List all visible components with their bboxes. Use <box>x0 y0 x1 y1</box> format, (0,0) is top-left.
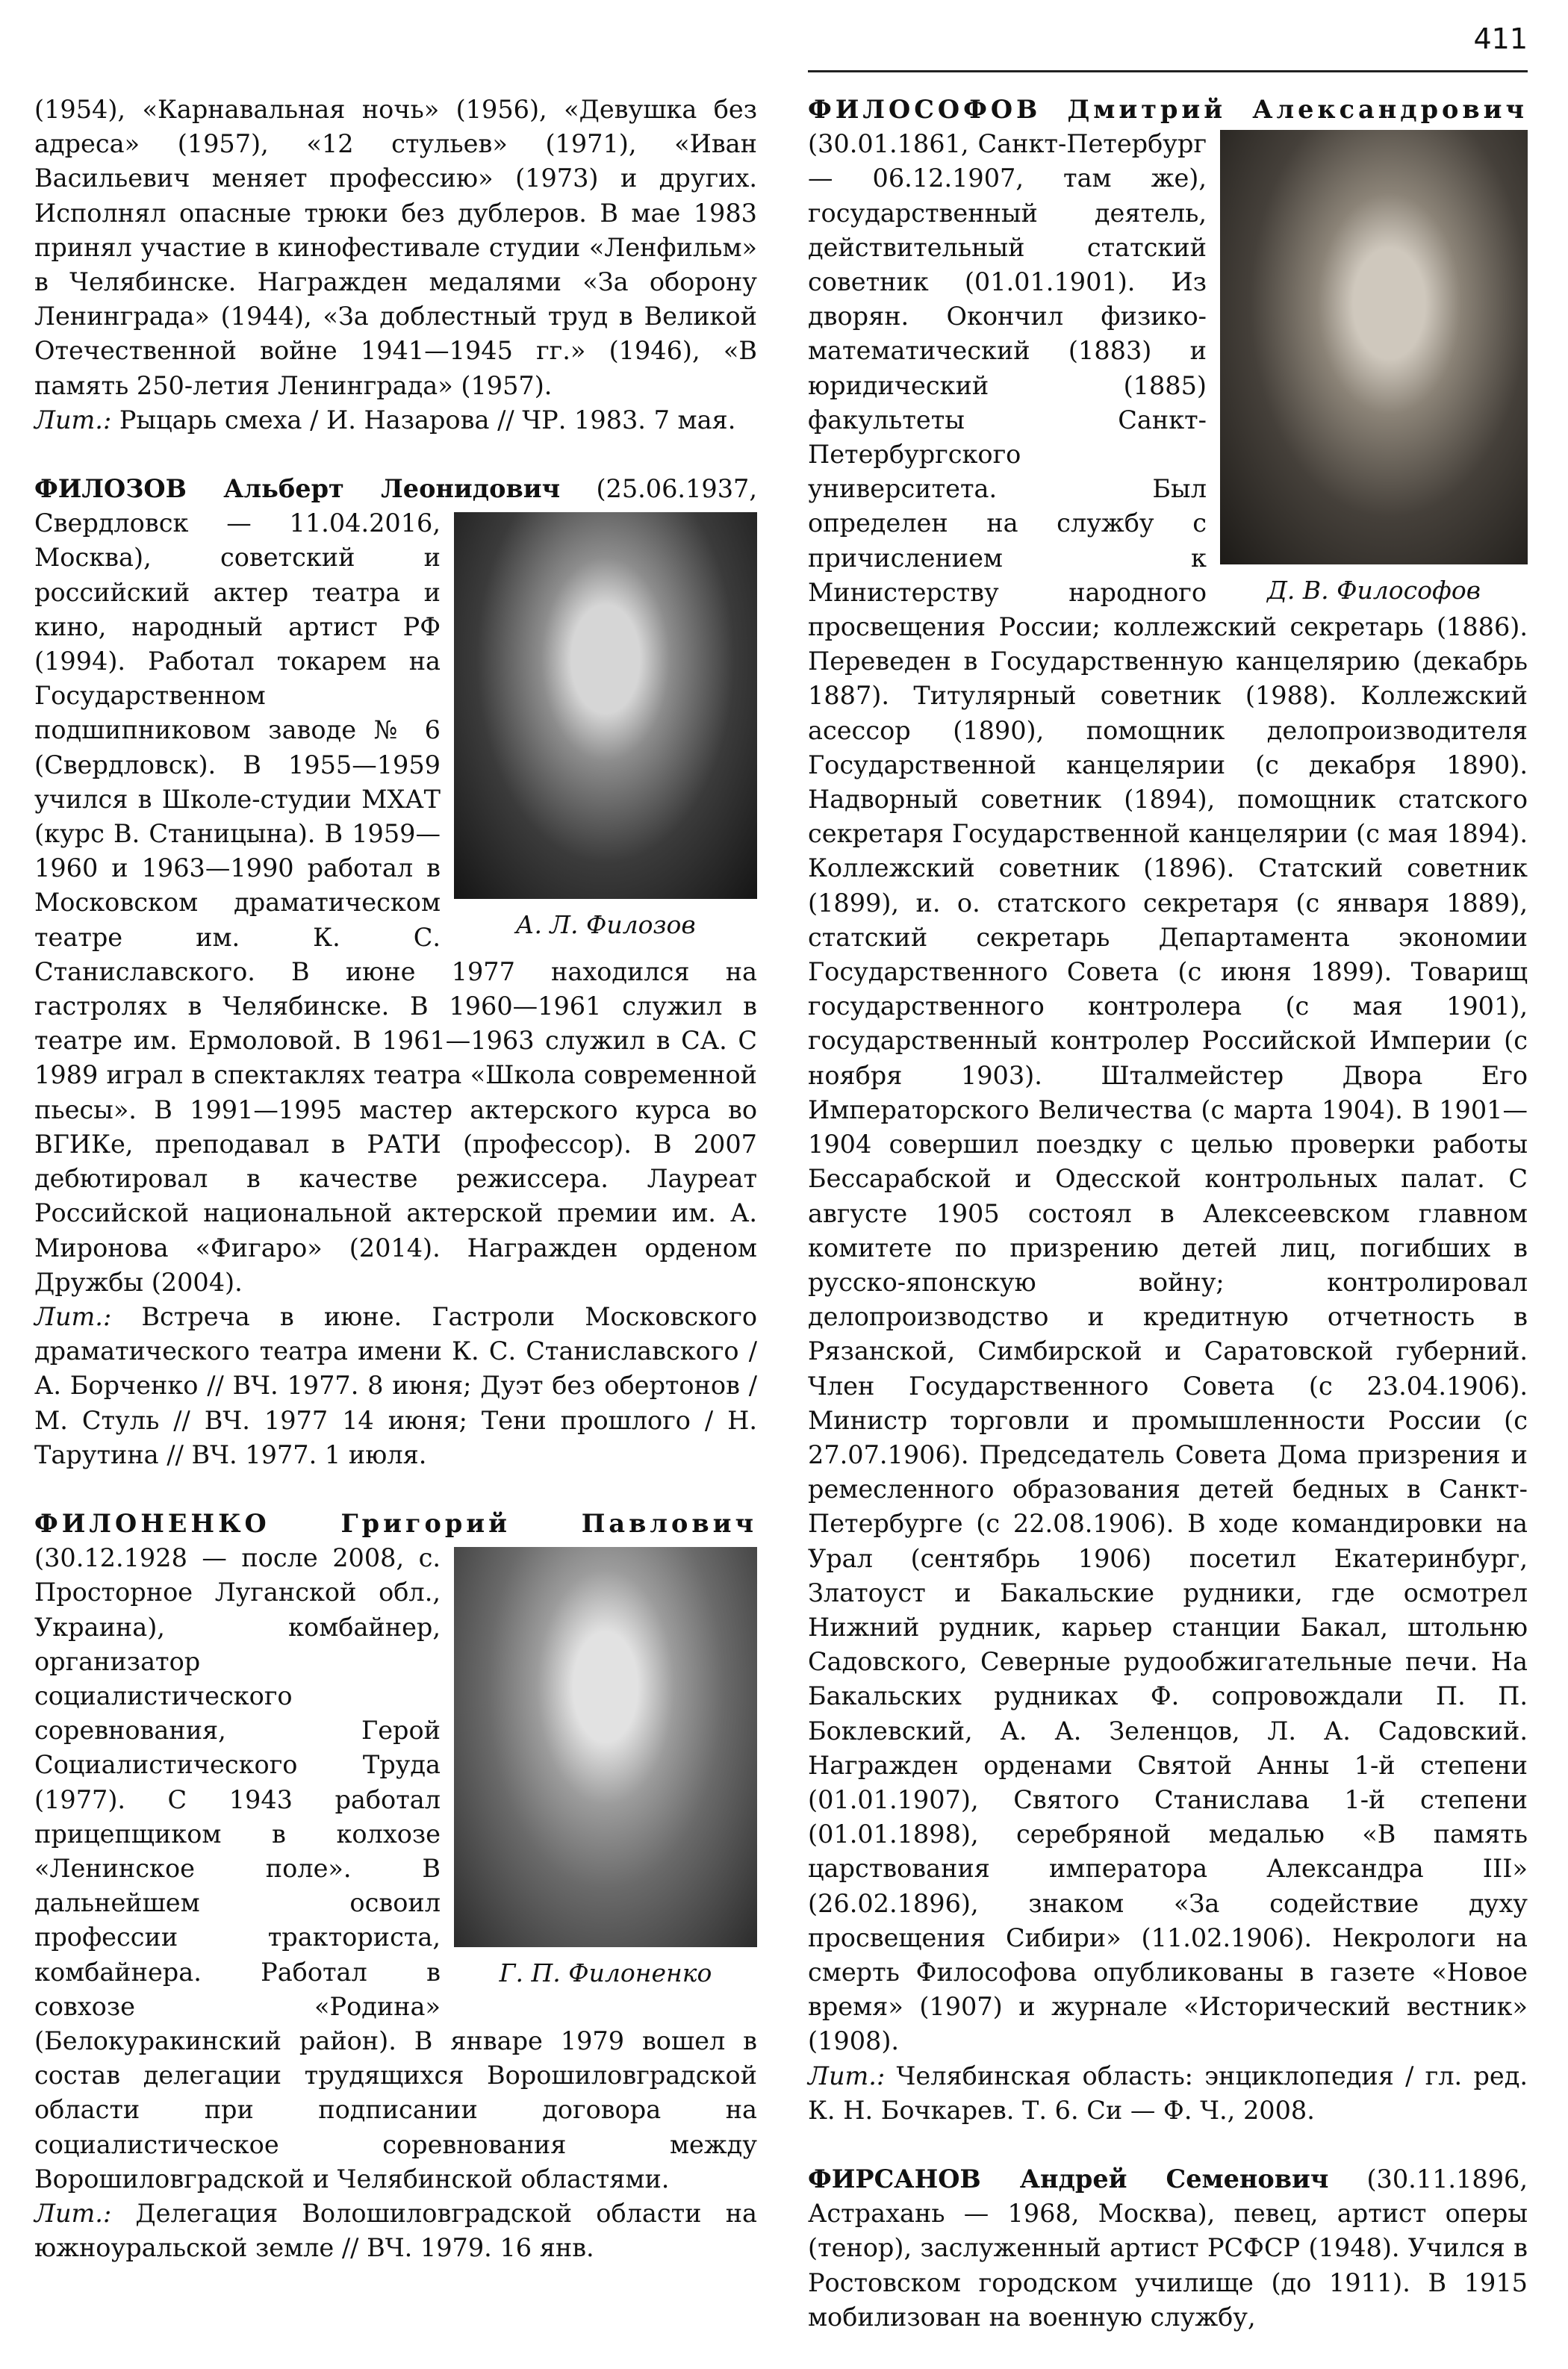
lit-text: Встреча в июне. Гастроли Московского драматического театра имени К. С. Станиславского / А. Борченко // ВЧ. 1977. 8 июня; Дуэт без обертонов / М. Стуль // ВЧ. 1977 14 июня; Тени прошлого / Н. Тарутина // ВЧ. 1977. 1 июля. <box>34 1301 757 1469</box>
photo-filonenko <box>454 1547 757 1989</box>
entry-given-name: Андрей Семенович <box>980 2164 1329 2194</box>
left-column <box>34 93 757 2300</box>
lit-text: Челябинская область: энциклопедия / гл. ред. К. Н. Бочкарев. Т. 6. Си — Ф. Ч., 2008. <box>808 2061 1528 2125</box>
entry-body: (30.12.1928 — после 2008, с. Просторное Луганской обл., Украина), комбайнер, организатор социалистического соревнования, Герой Социалистического Труда (1977). С 1943 работал прицепщиком в колхозе «Ленинское поле». В дальнейшем освоил профессии тракториста, комбайнера. Работал в совхозе «Родина» (Белокуракинский район). В январе 1979 вошел в состав делегации трудящихся Ворошиловградской области при подписании договора на социалистическое соревнования между Ворошиловградской и Челябинской областями. <box>34 1543 757 2194</box>
portrait-image <box>1220 130 1528 564</box>
entry-text <box>34 1507 757 2197</box>
entry-body: (30.11.1896, Астрахань — 1968, Москва), певец, артист оперы (тенор), заслуженный артист РСФСР (1948). Учился в Ростовском городском училище (до 1911). В 1915 мобилизован на военную службу, <box>808 2164 1528 2332</box>
lit-text: Делегация Волошиловградской области на южноуральской земле // ВЧ. 1979. 16 янв. <box>34 2198 757 2263</box>
page-number: 411 <box>1473 22 1528 55</box>
entry-body: (1954), «Карнавальная ночь» (1956), «Девушка без адреса» (1957), «12 стульев» (1971), «Иван Васильевич меняет профессию» (1973) и других. Исполнял опасные трюки без дублеров. В мае 1983 принял участие в кинофестивале студии «Ленфильм» в Челябинске. Награжден медалями «За оборону Ленинграда» (1944), «За доблестный труд в Великой Отечественной войне 1941—1945 гг.» (1946), «В память 250-летия Ленинграда» (1957). <box>34 95 757 400</box>
entry-text <box>808 2162 1528 2335</box>
entry-text <box>34 93 757 403</box>
photo-caption: А. Л. Филозов <box>515 910 696 940</box>
entry-literature <box>34 403 757 438</box>
entry-filosofov <box>808 93 1528 2128</box>
entry-surname: ФИЛОСОФОВ Дмитрий Александрович <box>808 95 1528 124</box>
photo-caption: Д. В. Философов <box>1267 576 1481 606</box>
entry-continuation <box>34 93 757 438</box>
entry-literature <box>808 2059 1528 2128</box>
portrait-image <box>454 1547 757 1947</box>
lit-label: Лит.: <box>34 405 112 435</box>
entry-literature <box>34 1300 757 1472</box>
lit-label: Лит.: <box>808 2061 886 2091</box>
portrait-image <box>454 512 757 899</box>
header-rule <box>808 70 1528 72</box>
entry-text <box>808 93 1528 2059</box>
lit-label: Лит.: <box>34 2198 112 2228</box>
right-column <box>808 93 1528 2369</box>
entry-filozov <box>34 472 757 1472</box>
entry-given-name: Альберт Леонидович <box>186 474 561 504</box>
photo-filozov <box>454 512 757 941</box>
entry-firsanov <box>808 2162 1528 2335</box>
entry-surname: ФИЛОЗОВ <box>34 474 187 504</box>
photo-filosofov <box>1220 130 1528 606</box>
entry-surname: ФИЛОНЕНКО Григорий Павлович <box>34 1508 757 1538</box>
entry-text <box>34 472 757 1300</box>
entry-literature <box>34 2197 757 2265</box>
entry-body: (30.01.1861, Санкт-Петербург — 06.12.1907, там же), государственный деятель, действительный статский советник (01.01.1901). Из дворян. Окончил физико-математический (1883) и юридический (1885) факультеты Санкт-Петербургского университета. Был определен на службу с причислением к Министерству народного просвещения России; коллежский секретарь (1886). Переведен в Государственную канцелярию (декабрь 1887). Титулярный советник (1988). Коллежский асессор (1890), помощник делопроизводителя Государственной канцелярии (с декабря 1890). Надворный советник (1894), помощник статского секретаря Государственной канцелярии (с мая 1894). Коллежский советник (1896). Статский советник (1899), и. о. статского секретаря (с января 1889), статский секретарь Департамента экономии Государственного Совета (с июня 1899). Товарищ государственного контролера (с мая 1901), государственный контролер Российской Империи (с ноября 1903). Шталмейстер Двора Его Императорского Величества (с марта 1904). В 1901—1904 совершил поездку с целью проверки работы Бессарабской и Одесской контрольных палат. С августе 1905 состоял в Алексеевском главном комитете по призрению детей лиц, погибших в русско-японскую войну; контролировал делопроизводство и кредитную отчетность в Рязанской, Симбирской и Саратовской губерний. Член Государственного Совета (с 23.04.1906). Министр торговли и промышленности России (с 27.07.1906). Председатель Совета Дома призрения и ремесленного образования детей бедных в Санкт-Петербурге (с 22.08.1906). В ходе командировки на Урал (сентябрь 1906) посетил Екатеринбург, Златоуст и Бакальские рудники, где осмотрел Нижний рудник, карьер станции Бакал, штольню Садовского, Северные рудообжигательные печи. На Бакальских рудниках Ф. сопровождали П. П. Боклевский, А. А. Зеленцов, Л. А. Садовский. Награжден орденами Святой Анны 1-й степени (01.01.1907), Святого Станислава 1-й степени (01.01.1898), серебряной медалью «В память царствования императора Александра III» (26.02.1896), знаком «За содействие духу просвещения Сибири» (11.02.1906). Некрологи на смерть Философова опубликованы в газете «Новое время» (1907) и журнале «Исторический вестник» (1908). <box>808 129 1528 2056</box>
photo-caption: Г. П. Филоненко <box>499 1958 712 1988</box>
entry-filonenko <box>34 1507 757 2265</box>
lit-text: Рыцарь смеха / И. Назарова // ЧР. 1983. 7 мая. <box>111 405 736 435</box>
entry-surname: ФИРСАНОВ <box>808 2164 981 2194</box>
entry-body: (25.06.1937, Свердловск — 11.04.2016, Москва), советский и российский актер театра и кино, народный артист РФ (1994). Работал токарем на Государственном подшипниковом заводе № 6 (Свердловск). В 1955—1959 учился в Школе-студии МХАТ (курс В. Станицына). В 1959—1960 и 1963—1990 работал в Московском драматическом театре им. К. С. Станиславского. В июне 1977 находился на гастролях в Челябинске. В 1960—1961 служил в театре им. Ермоловой. В 1961—1963 служил в СА. С 1989 играл в спектаклях театра «Школа современной пьесы». В 1991—1995 мастер актерского курса во ВГИКе, преподавал в РАТИ (профессор). В 2007 дебютировал в качестве режиссера. Лауреат Российской национальной актерской премии им. А. Миронова «Фигаро» (2014). Награжден орденом Дружбы (2004). <box>34 474 757 1297</box>
lit-label: Лит.: <box>34 1301 112 1331</box>
